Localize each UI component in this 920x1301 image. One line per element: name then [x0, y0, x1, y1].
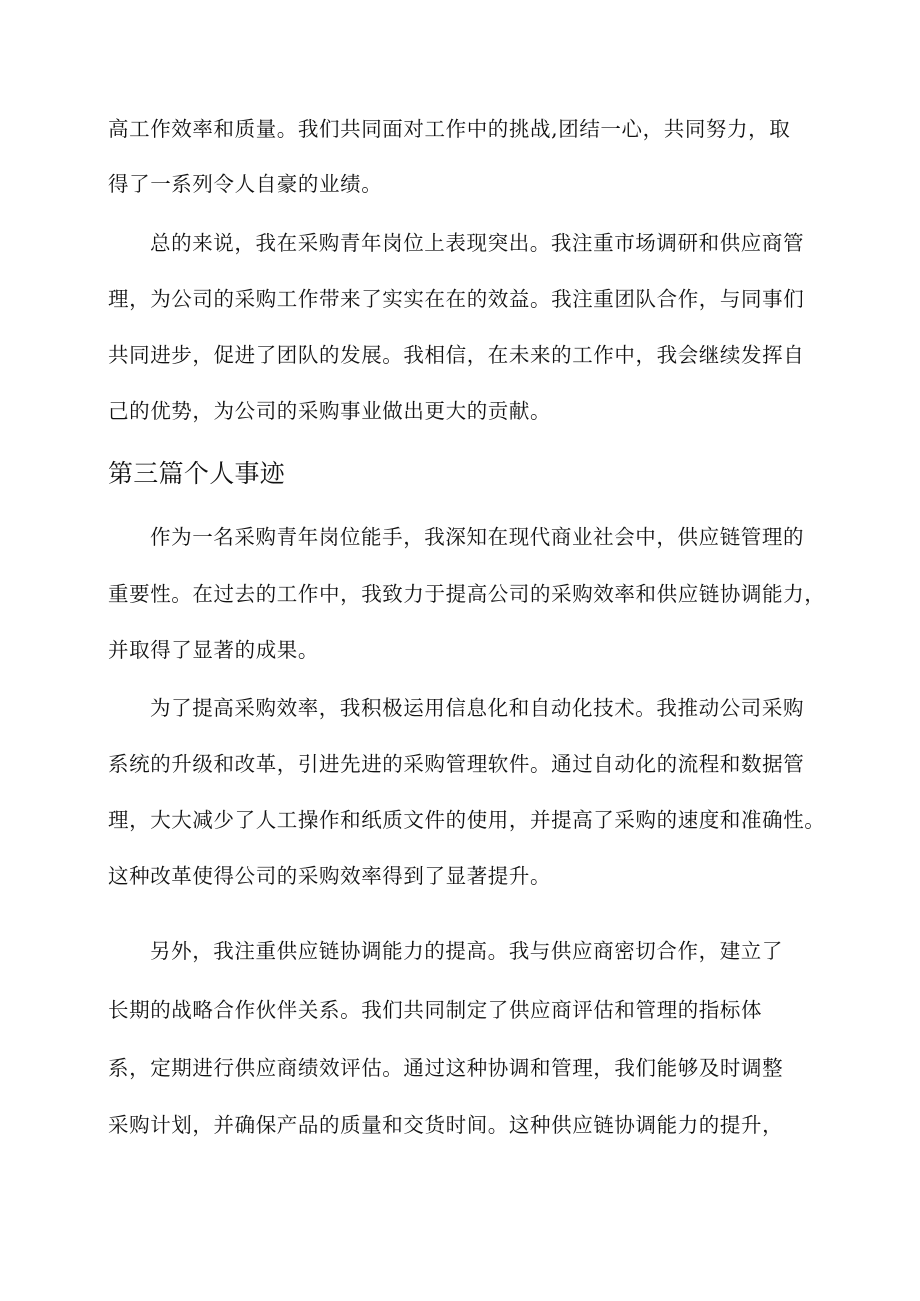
paragraph-line: 己的优势，为公司的采购事业做出更大的贡献。: [108, 399, 552, 423]
paragraph-line: 高工作效率和质量。我们共同面对工作中的挑战,团结一心，共同努力，取: [108, 117, 791, 141]
paragraph-line: 系，定期进行供应商绩效评估。通过这种协调和管理，我们能够及时调整: [108, 1056, 784, 1080]
paragraph-line: 作为一名采购青年岗位能手，我深知在现代商业社会中，供应链管理的: [150, 525, 805, 549]
paragraph-line: 另外，我注重供应链协调能力的提高。我与供应商密切合作，建立了: [150, 939, 783, 963]
paragraph-line: 系统的升级和改革，引进先进的采购管理软件。通过自动化的流程和数据管: [108, 752, 805, 776]
paragraph-line: 长期的战略合作伙伴关系。我们共同制定了供应商评估和管理的指标体: [108, 998, 763, 1022]
paragraph-line: 总的来说，我在采购青年岗位上表现突出。我注重市场调研和供应商管: [150, 231, 805, 255]
paragraph-line: 并取得了显著的成果。: [108, 638, 319, 662]
paragraph-line: 采购计划，并确保产品的质量和交货时间。这种供应链协调能力的提升，: [108, 1113, 784, 1137]
section-heading: 第三篇个人事迹: [108, 459, 286, 488]
paragraph-line: 理，为公司的采购工作带来了实实在在的效益。我注重团队合作，与同事们: [108, 287, 805, 311]
paragraph-line: 这种改革使得公司的采购效率得到了显著提升。: [108, 864, 552, 888]
paragraph-line: 理，大大减少了人工操作和纸质文件的使用，并提高了采购的速度和准确性。: [108, 808, 826, 832]
paragraph-line: 共同进步，促进了团队的发展。我相信，在未来的工作中，我会继续发挥自: [108, 343, 805, 367]
paragraph-line: 重要性。在过去的工作中，我致力于提高公司的采购效率和供应链协调能力，: [108, 582, 826, 606]
paragraph-line: 得了一系列令人自豪的业绩。: [108, 172, 383, 196]
paragraph-line: 为了提高采购效率，我积极运用信息化和自动化技术。我推动公司采购: [150, 696, 805, 720]
